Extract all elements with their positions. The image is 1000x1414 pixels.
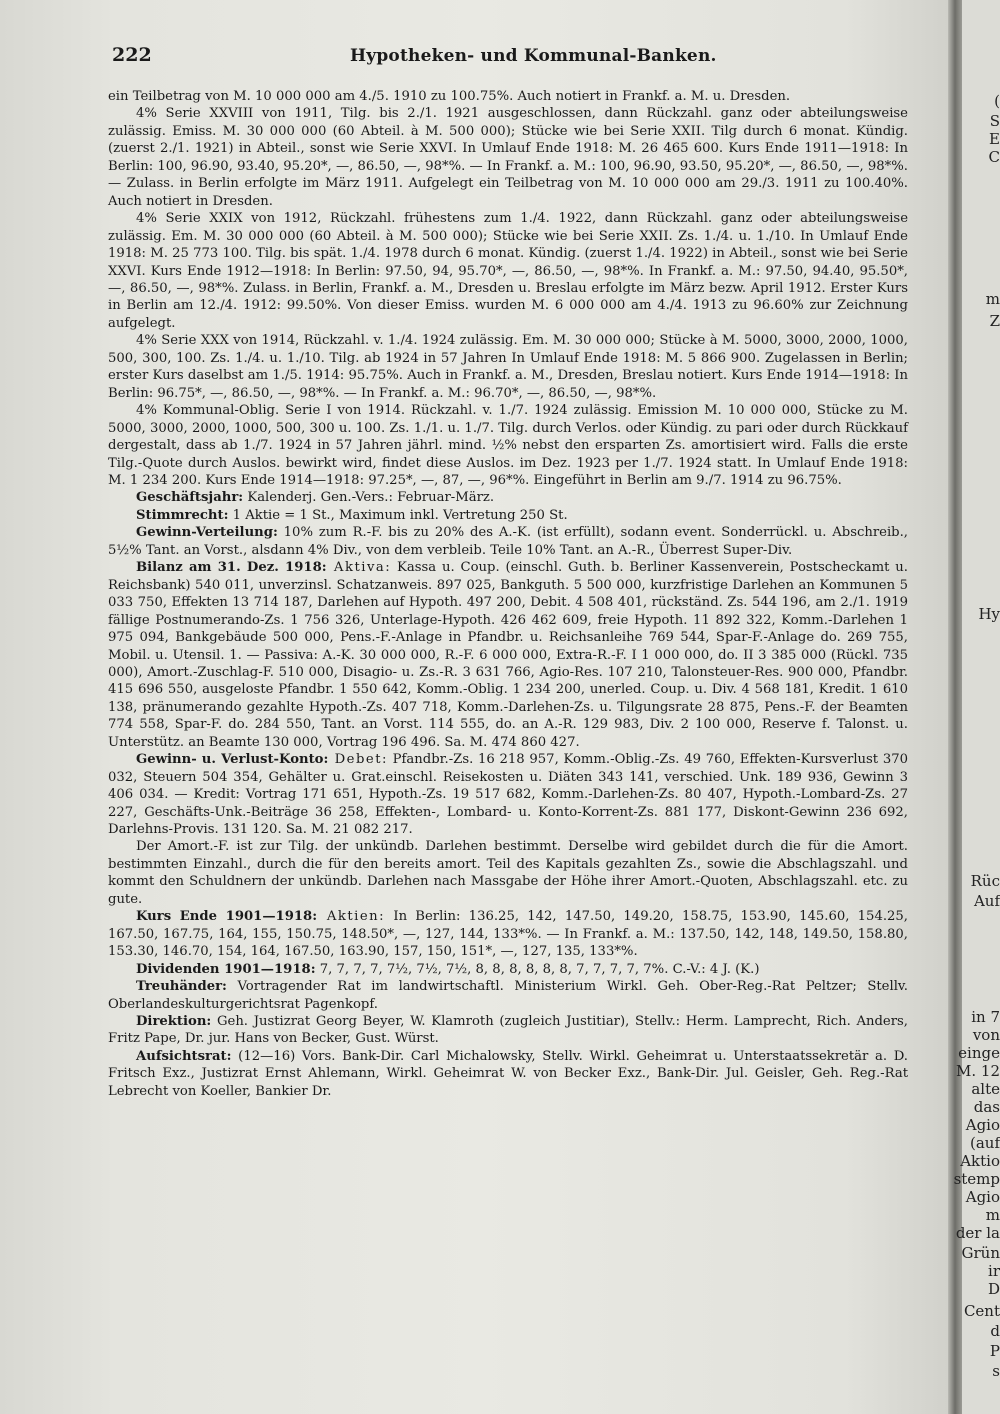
section-label: Direktion: [136, 1014, 212, 1030]
paragraph-text: 1 Aktie = 1 St., Maximum inkl. Vertretung 250 St. [228, 507, 568, 523]
paragraph-text: 7, 7, 7, 7, 7½, 7½, 7½, 8, 8, 8, 8, 8, 8, 7, 7, 7, 7, 7%. C.-V.: 4 J. (K.) [315, 961, 760, 977]
paragraph [108, 908, 908, 960]
adjacent-page-fragment: m [985, 1206, 1000, 1224]
adjacent-page-fragment: m [985, 290, 1000, 308]
paragraph-text: (12—16) Vors. Bank-Dir. Carl Michalowsky, Stellv. Wirkl. Geheimrat u. Unterstaatssekretär a. D. Fritsch Exz., Justizrat Ernst Ahlemann, Wirkl. Geheimrat W. von Becker Exz., Bank-Dir. Jul. Geisler, Geh. Reg.-Rat Lebrecht von Koeller, Bankier Dr. [108, 1048, 908, 1099]
adjacent-page-strip [953, 0, 1000, 1414]
paragraph [108, 524, 908, 559]
adjacent-page-fragment: d [990, 1322, 1000, 1340]
adjacent-page-fragment: Cent [963, 1302, 1000, 1320]
paragraph-text: ein Teilbetrag von M. 10 000 000 am 4./5. 1910 zu 100.75%. Auch notiert in Frankf. a. M. u. Dresden. [108, 89, 791, 104]
adjacent-page-fragment: Auf [973, 892, 1000, 910]
adjacent-page-fragment: der la [955, 1224, 1000, 1242]
adjacent-page-fragment: in 7 [971, 1008, 1000, 1026]
paragraph-text: 4% Serie XXIX von 1912, Rückzahl. frühestens zum 1./4. 1922, dann Rückzahl. ganz oder abteilungsweise zulässig. Em. M. 30 000 000 (60 Abteil. à M. 500 000); Stücke wie bei Serie XXII. Zs. 1./4. u. 1./10. In Umlauf Ende 1918: M. 25 773 100. Tilg. bis spät. 1./4. 1978 durch 6 monat. Kündig. (zuerst 1./4. 1922) in Abteil., sonst wie bei Serie XXVI. Kurs Ende 1912—1918: In Berlin: 97.50, 94, 95.70*, —, 86.50, —, 98*%. In Frankf. a. M.: 97.50, 94.40, 95.50*, —, 86.50, —, 98*%. Zulass. in Berlin, Frankf. a. M., Dresden u. Breslau erfolgte im März bezw. April 1912. Erster Kurs in Berlin am 12./4. 1912: 99.50%. Von dieser Emiss. wurden M. 6 000 000 am 4./4. 1913 zu 96.60% zur Zeichnung aufgelegt. [108, 211, 908, 331]
paragraph [108, 402, 908, 489]
paragraph [108, 559, 908, 751]
paragraph [108, 210, 908, 332]
paragraph [108, 978, 908, 1013]
running-title: Hypotheken- und Kommunal-Banken. [350, 46, 717, 66]
paragraph-text: Kalenderj. Gen.-Vers.: Februar-März. [243, 490, 495, 506]
adjacent-page-fragment: Rüc [970, 872, 1000, 890]
adjacent-page-fragment: Z [989, 312, 1000, 330]
section-label: Treuhänder: [136, 979, 227, 995]
section-label: Gewinn-Verteilung: [136, 525, 278, 541]
page-number: 222 [112, 44, 152, 66]
section-label: Bilanz am 31. Dez. 1918: [136, 560, 327, 576]
paragraph-text: 4% Kommunal-Oblig. Serie I von 1914. Rückzahl. v. 1./7. 1924 zulässig. Emission M. 10 000 000, Stücke zu M. 5000, 3000, 2000, 1000, 500, 300 u. 100. Zs. 1./1. u. 1./7. Tilg. durch Verlos. oder Kündig. zu pari oder durch Rückkauf dergestalt, dass ab 1./7. 1924 in 57 Jahren jährl. mind. ½% nebst den ersparten Zs. amortisiert wird. Falls die erste Tilg.-Quote durch Auslos. bewirkt wird, findet diese Auslos. im Dez. 1923 per 1./7. 1924 statt. In Umlauf Ende 1918: M. 1 234 200. Kurs Ende 1914—1918: 97.25*, —, 87, —, 96*%. Eingeführt in Berlin am 9./7. 1914 zu 96.75%. [108, 403, 908, 488]
section-label: Aufsichtsrat: [136, 1048, 232, 1064]
paragraph-text: Pfandbr.-Zs. 16 218 957, Komm.-Oblig.-Zs. 49 760, Effekten-Kursverlust 370 032, Steuern 504 354, Gehälter u. Grat.einschl. Reisekosten u. Diäten 343 141, verschied. Unk. 189 936, Gewinn 3 406 034. — Kredit: Vortrag 171 651, Hypoth.-Zs. 19 517 682, Komm.-Darlehen-Zs. 80 407, Hypoth.-Lombard-Zs. 27 227, Geschäfts-Unk.-Beiträge 36 258, Effekten-, Lombard- u. Konto-Korrent-Zs. 881 177, Diskont-Gewinn 236 692, Darlehns-Provis. 131 120. Sa. M. 21 082 217. [108, 752, 908, 838]
adjacent-page-fragment: C [988, 148, 1000, 166]
adjacent-page-fragment: von [972, 1026, 1000, 1044]
adjacent-page-fragment: ( [994, 92, 1000, 110]
adjacent-page-fragment: ir [988, 1262, 1000, 1280]
adjacent-page-fragment: Agio [965, 1116, 1000, 1134]
spaced-heading: Debet: [328, 752, 388, 768]
adjacent-page-fragment: alte [971, 1080, 1000, 1098]
text-body [108, 88, 908, 1100]
paragraph [108, 961, 908, 978]
paragraph [108, 105, 908, 210]
paragraph [108, 1048, 908, 1100]
paragraph [108, 751, 908, 838]
paragraph-text: 4% Serie XXVIII von 1911, Tilg. bis 2./1. 1921 ausgeschlossen, dann Rückzahl. ganz oder abteilungsweise zulässig. Emiss. M. 30 000 000 (60 Abteil. à M. 500 000); Stücke wie bei Serie XXII. Tilg durch 6 monat. Kündig. (zuerst 2./1. 1921) in Abteil., sonst wie Serie XXVI. In Umlauf Ende 1918: M. 26 465 600. Kurs Ende 1911—1918: In Berlin: 100, 96.90, 93.40, 95.20*, —, 86.50, —, 98*%. — In Frankf. a. M.: 100, 96.90, 93.50, 95.20*, —, 86.50, —, 98*%. — Zulass. in Berlin erfolgte im März 1911. Aufgelegt ein Teilbetrag von M. 10 000 000 am 29./3. 1911 zu 100.40%. Auch notiert in Dresden. [108, 106, 908, 209]
adjacent-page-fragment: E [989, 130, 1000, 148]
adjacent-page-fragment: P [989, 1342, 1000, 1360]
paragraph [108, 1013, 908, 1048]
paragraph [108, 507, 908, 524]
adjacent-page-fragment: (auf [969, 1134, 1000, 1152]
adjacent-page-fragment: Agio [965, 1188, 1000, 1206]
spaced-heading: Aktien: [317, 909, 386, 925]
paragraph [108, 838, 908, 908]
adjacent-page-fragment: stemp [953, 1170, 1000, 1188]
adjacent-page-fragment: Grün [961, 1244, 1000, 1262]
paragraph-text: 10% zum R.-F. bis zu 20% des A.-K. (ist erfüllt), sodann event. Sonderrückl. u. Abschreib., 5½% Tant. an Vorst., alsdann 4% Div., von dem verbleib. Teile 10% Tant. an A.-R., Überrest Super-Div. [108, 525, 908, 558]
page-header [112, 44, 912, 70]
adjacent-page-fragment: einge [958, 1044, 1000, 1062]
adjacent-page-fragment: Hy [978, 605, 1000, 623]
paragraph-text: Geh. Justizrat Georg Beyer, W. Klamroth (zugleich Justitiar), Stellv.: Herm. Lamprecht, Rich. Anders, Fritz Pape, Dr. jur. Hans von Becker, Gust. Würst. [108, 1014, 908, 1047]
spaced-heading: Aktiva: [326, 560, 392, 576]
paragraph-text: 4% Serie XXX von 1914, Rückzahl. v. 1./4. 1924 zulässig. Em. M. 30 000 000; Stücke à M. 5000, 3000, 2000, 1000, 500, 300, 100. Zs. 1./4. u. 1./10. Tilg. ab 1924 in 57 Jahren In Umlauf Ende 1918: M. 5 866 900. Zugelassen in Berlin; erster Kurs daselbst am 1./5. 1914: 95.75%. Auch in Frankf. a. M., Dresden, Breslau notiert. Kurs Ende 1914—1918: In Berlin: 96.75*, —, 86.50, —, 98*%. — In Frankf. a. M.: 96.70*, —, 86.50, —, 98*%. [108, 333, 908, 401]
paragraph-text: Kassa u. Coup. (einschl. Guth. b. Berliner Kassenverein, Postscheckamt u. Reichsbank) 540 011, unverzinsl. Schatzanweis. 897 025, Bankguth. 5 500 000, kurzfristige Darlehen an Kommunen 5 033 750, Effekten 13 714 187, Darlehen auf Hypoth. 497 200, Debit. 4 508 401, rückständ. Zs. 544 196, am 2./1. 1919 fällige Postnumerando-Zs. 1 756 326, Unterlage-Hypoth. 426 462 609, freie Hypoth. 11 892 322, Komm.-Darlehen 1 975 094, Bankgebäude 500 000, Pens.-F.-Anlage in Pfandbr. u. Reichsanleihe 769 544, Spar-F.-Anlage do. 269 755, Mobil. u. Utensil. 1. — Passiva: A.-K. 30 000 000, R.-F. 6 000 000, Extra-R.-F. I 1 000 000, do. II 3 385 000 (Rückl. 735 000), Amort.-Zuschlag-F. 510 000, Disagio- u. Zs.-R. 3 631 766, Agio-Res. 107 210, Talonsteuer-Res. 900 000, Pfandbr. 415 696 550, ausgeloste Pfandbr. 1 550 642, Komm.-Oblig. 1 234 200, unerled. Coup. u. Div. 4 568 181, Kredit. 1 610 138, pränumerando gezahlte Hypoth.-Zs. 407 718, Komm.-Darlehen-Zs. u. Tilgungsrate 28 875, Pens.-F. der Beamten 774 558, Spar-F. do. 284 550, Tant. an Vorst. 114 555, do. an A.-R. 129 983, Div. 2 100 000, Reserve f. Talonst. u. Unterstütz. an Beamte 130 000, Vortrag 196 496. Sa. M. 474 860 427. [108, 560, 908, 750]
section-label: Stimmrecht: [136, 507, 229, 523]
section-label: Kurs Ende 1901—1918: [136, 909, 318, 925]
paragraph [108, 88, 908, 105]
adjacent-page-fragment: s [992, 1362, 1000, 1380]
paragraph [108, 489, 908, 506]
book-gutter [948, 0, 962, 1414]
section-label: Gewinn- u. Verlust-Konto: [136, 752, 329, 768]
adjacent-page-fragment: M. 12 [956, 1062, 1000, 1080]
adjacent-page-fragment: S [989, 112, 1000, 130]
paragraph-text: Vortragender Rat im landwirtschaftl. Ministerium Wirkl. Geh. Ober-Reg.-Rat Peltzer; Stellv. Oberlandeskulturgerichtsrat Pagenkopf. [108, 979, 908, 1012]
paragraph-text: In Berlin: 136.25, 142, 147.50, 149.20, 158.75, 153.90, 145.60, 154.25, 167.50, 167.75, 164, 155, 150.75, 148.50*, —, 127, 144, 133*%. — In Frankf. a. M.: 137.50, 142, 148, 149.50, 158.80, 153.30, 146.70, 154, 164, 167.50, 163.90, 157, 150, 151*, —, 127, 135, 133*%. [108, 909, 909, 960]
paragraph-text: Der Amort.-F. ist zur Tilg. der unkündb. Darlehen bestimmt. Derselbe wird gebildet durch die für die Amort. bestimmten Einzahl., durch die für den bereits amort. Teil des Kapitals gezahlten Zs., sowie die Abschlagszahl. und kommt den Schuldnern der unkündb. Darlehen nach Massgabe der Höhe ihrer Amort.-Quoten, Abschlagszahl. etc. zu gute. [108, 839, 908, 907]
paragraph [108, 332, 908, 402]
section-label: Dividenden 1901—1918: [136, 961, 316, 977]
adjacent-page-fragment: D [987, 1280, 1000, 1298]
adjacent-page-fragment: Aktio [960, 1152, 1000, 1170]
adjacent-page-fragment: das [973, 1098, 1000, 1116]
section-label: Geschäftsjahr: [136, 490, 244, 506]
